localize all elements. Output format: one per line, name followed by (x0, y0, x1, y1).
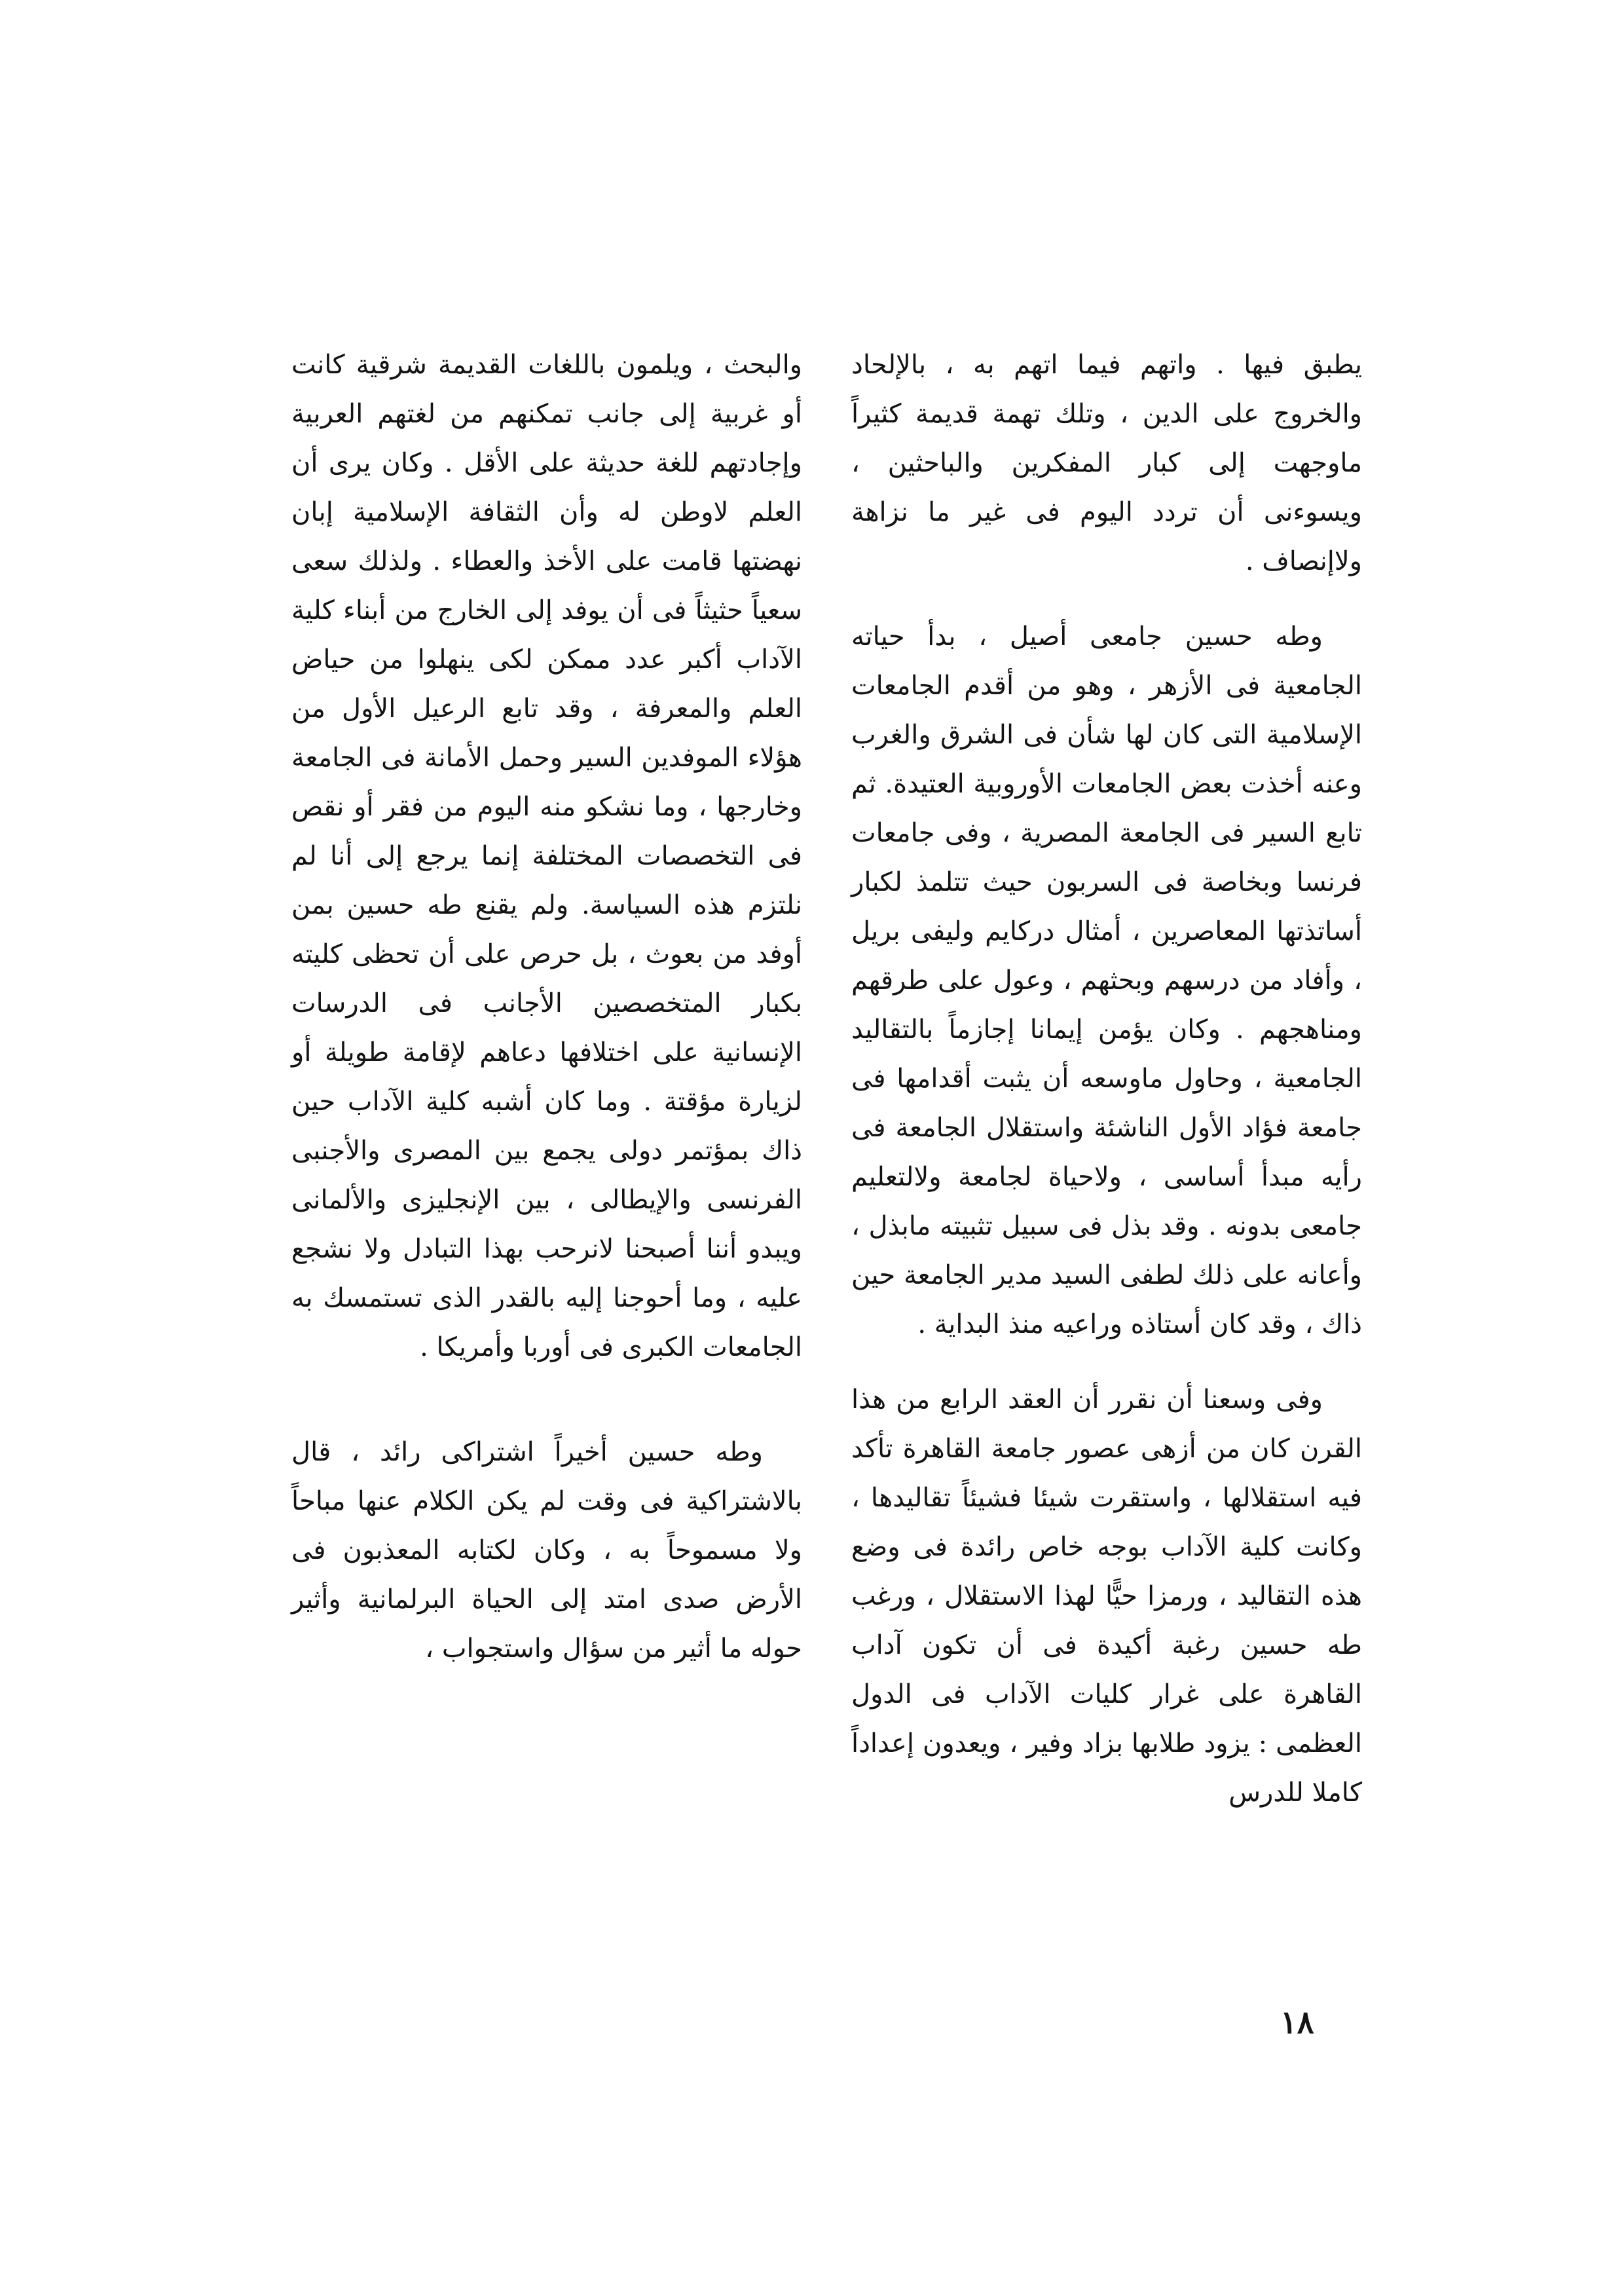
paragraph: وطه حسين جامعى أصيل ، بدأ حياته الجامعية فى الأزهر ، وهو من أقدم الجامعات الإسلامية التى كان لها شأن فى الشرق والغرب وعنه أخذت بعض الجامعات الأوروبية العتيدة. ثم تابع السير فى الجامعة المصرية ، وفى جامعات فرنسا وبخاصة فى السربون حيث تتلمذ لكبار أساتذتها المعاصرين ، أمثال دركايم وليفى بريل ، وأفاد من درسهم وبحثهم ، وعول على طرقهم ومناهجهم . وكان يؤمن إيمانا إجازماً بالتقاليد الجامعية ، وحاول ماوسعه أن يثبت أقدامها فى جامعة فؤاد الأول الناشئة واستقلال الجامعة فى رأيه مبدأ أساسى ، ولاحياة لجامعة ولالتعليم جامعى بدونه . وقد بذل فى سبيل تثبيته مابذل ، وأعانه على ذلك لطفى السيد مدير الجامعة حين ذاك ، وقد كان أستاذه وراعيه منذ البداية . (851, 622, 1362, 1339)
paragraph: والبحث ، ويلمون باللغات القديمة شرقية كانت أو غربية إلى جانب تمكنهم من لغتهم العربية وإجادتهم للغة حديثة على الأقل . وكان يرى أن العلم لاوطن له وأن الثقافة الإسلامية إبان نهضتها قامت على الأخذ والعطاء . ولذلك سعى سعياً حثيثاً فى أن يوفد إلى الخارج من أبناء كلية الآداب أكبر عدد ممكن لكى ينهلوا من حياض العلم والمعرفة ، وقد تابع الرعيل الأول من هؤلاء الموفدين السير وحمل الأمانة فى الجامعة وخارجها ، وما نشكو منه اليوم من فقر أو نقص فى التخصصات المختلفة إنما يرجع إلى أنا لم نلتزم هذه السياسة. ولم يقنع طه حسين بمن أوفد من بعوث ، بل حرص على أن تحظى كليته بكبار المتخصصين الأجانب فى الدرسات الإنسانية على اختلافها دعاهم لإقامة طويلة أو لزيارة مؤقتة . وما كان أشبه كلية الآداب حين ذاك بمؤتمر دولى يجمع بين المصرى والأجنبى الفرنسى والإيطالى ، بين الإنجليزى والألمانى ويبدو أننا أصبحنا لانرحب بهذا التبادل ولا نشجع عليه ، وما أحوجنا إليه بالقدر الذى تستمسك به الجامعات الكبرى فى أوربا وأمريكا . (291, 350, 802, 1362)
right-column (851, 341, 1362, 1818)
paragraph: وفى وسعنا أن نقرر أن العقد الرابع من هذا القرن كان من أزهى عصور جامعة القاهرة تأكد فيه استقلالها ، واستقرت شيئا فشيئاً تقاليدها ، وكانت كلية الآداب بوجه خاص رائدة فى وضع هذه التقاليد ، ورمزا حيًّا لهذا الاستقلال ، ورغب طه حسين رغبة أكيدة فى أن تكون آداب القاهرة على غرار كليات الآداب فى الدول العظمى : يزود طلابها بزاد وفير ، ويعدون إعداداً كاملا للدرس (851, 1385, 1362, 1808)
paragraph: يطبق فيها . واتهم فيما اتهم به ، بالإلحاد والخروج على الدين ، وتلك تهمة قديمة كثيراً ماوجهت إلى كبار المفكرين والباحثين ، ويسوءنى أن تردد اليوم فى غير ما نزاهة ولاإنصاف . (851, 350, 1362, 576)
left-column (291, 341, 802, 1673)
paragraph: وطه حسين أخيراً اشتراكى رائد ، قال بالاشتراكية فى وقت لم يكن الكلام عنها مباحاً ولا مسموحاً به ، وكان لكتابه المعذبون فى الأرض صدى امتد إلى الحياة البرلمانية وأثير حوله ما أثير من سؤال واستجواب ، (291, 1437, 802, 1664)
page-number: ١٨ (1280, 2004, 1314, 2041)
